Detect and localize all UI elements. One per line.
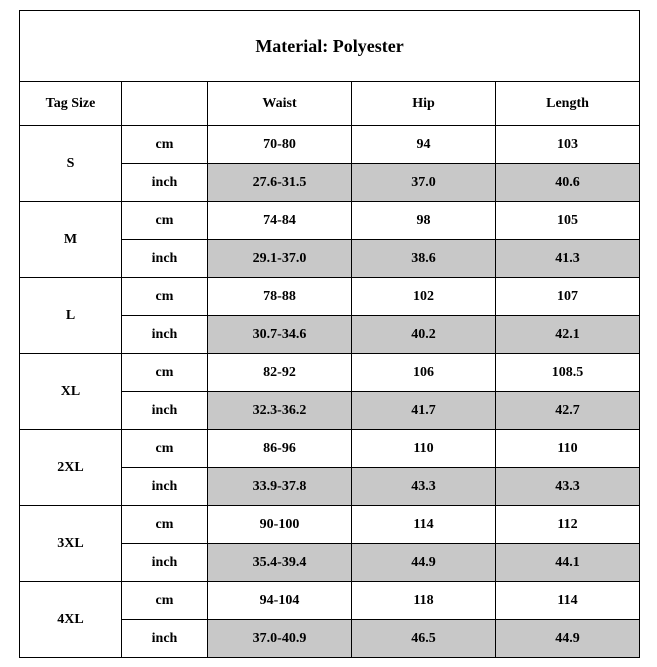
length-cell: 44.1 [496, 544, 640, 582]
size-row-cm [20, 126, 640, 164]
size-row-cm [20, 430, 640, 468]
waist-cell: 94-104 [208, 582, 352, 620]
length-cell: 112 [496, 506, 640, 544]
unit-cell: cm [122, 582, 208, 620]
hip-cell: 102 [352, 278, 496, 316]
waist-cell: 70-80 [208, 126, 352, 164]
unit-cell: inch [122, 392, 208, 430]
waist-cell: 30.7-34.6 [208, 316, 352, 354]
waist-cell: 32.3-36.2 [208, 392, 352, 430]
waist-cell: 86-96 [208, 430, 352, 468]
unit-cell: inch [122, 468, 208, 506]
length-cell: 110 [496, 430, 640, 468]
waist-cell: 33.9-37.8 [208, 468, 352, 506]
tag-size-cell: 2XL [20, 430, 122, 506]
unit-cell: inch [122, 240, 208, 278]
size-chart-table [19, 10, 640, 658]
tag-size-cell: 3XL [20, 506, 122, 582]
hip-cell: 44.9 [352, 544, 496, 582]
hip-cell: 37.0 [352, 164, 496, 202]
tag-size-cell: M [20, 202, 122, 278]
length-cell: 105 [496, 202, 640, 240]
chart-title: Material: Polyester [20, 11, 640, 82]
hip-cell: 110 [352, 430, 496, 468]
header-hip: Hip [352, 82, 496, 126]
length-cell: 41.3 [496, 240, 640, 278]
size-row-cm [20, 354, 640, 392]
waist-cell: 29.1-37.0 [208, 240, 352, 278]
waist-cell: 74-84 [208, 202, 352, 240]
unit-cell: cm [122, 354, 208, 392]
unit-cell: inch [122, 164, 208, 202]
size-row-cm [20, 202, 640, 240]
size-row-cm [20, 278, 640, 316]
tag-size-cell: 4XL [20, 582, 122, 658]
hip-cell: 40.2 [352, 316, 496, 354]
length-cell: 43.3 [496, 468, 640, 506]
length-cell: 114 [496, 582, 640, 620]
hip-cell: 114 [352, 506, 496, 544]
waist-cell: 27.6-31.5 [208, 164, 352, 202]
title-row [20, 11, 640, 82]
length-cell: 103 [496, 126, 640, 164]
length-cell: 107 [496, 278, 640, 316]
length-cell: 40.6 [496, 164, 640, 202]
waist-cell: 90-100 [208, 506, 352, 544]
length-cell: 42.1 [496, 316, 640, 354]
waist-cell: 78-88 [208, 278, 352, 316]
unit-cell: cm [122, 430, 208, 468]
waist-cell: 37.0-40.9 [208, 620, 352, 658]
unit-cell: cm [122, 202, 208, 240]
tag-size-cell: XL [20, 354, 122, 430]
header-tag-size: Tag Size [20, 82, 122, 126]
unit-cell: cm [122, 126, 208, 164]
length-cell: 44.9 [496, 620, 640, 658]
unit-cell: cm [122, 278, 208, 316]
unit-cell: inch [122, 544, 208, 582]
hip-cell: 94 [352, 126, 496, 164]
hip-cell: 38.6 [352, 240, 496, 278]
size-row-cm [20, 582, 640, 620]
hip-cell: 106 [352, 354, 496, 392]
hip-cell: 98 [352, 202, 496, 240]
unit-cell: inch [122, 316, 208, 354]
size-row-cm [20, 506, 640, 544]
waist-cell: 35.4-39.4 [208, 544, 352, 582]
hip-cell: 46.5 [352, 620, 496, 658]
header-waist: Waist [208, 82, 352, 126]
header-length: Length [496, 82, 640, 126]
header-unit [122, 82, 208, 126]
length-cell: 108.5 [496, 354, 640, 392]
unit-cell: cm [122, 506, 208, 544]
waist-cell: 82-92 [208, 354, 352, 392]
hip-cell: 118 [352, 582, 496, 620]
tag-size-cell: L [20, 278, 122, 354]
size-chart-body [20, 11, 640, 658]
unit-cell: inch [122, 620, 208, 658]
hip-cell: 43.3 [352, 468, 496, 506]
header-row [20, 82, 640, 126]
tag-size-cell: S [20, 126, 122, 202]
length-cell: 42.7 [496, 392, 640, 430]
hip-cell: 41.7 [352, 392, 496, 430]
